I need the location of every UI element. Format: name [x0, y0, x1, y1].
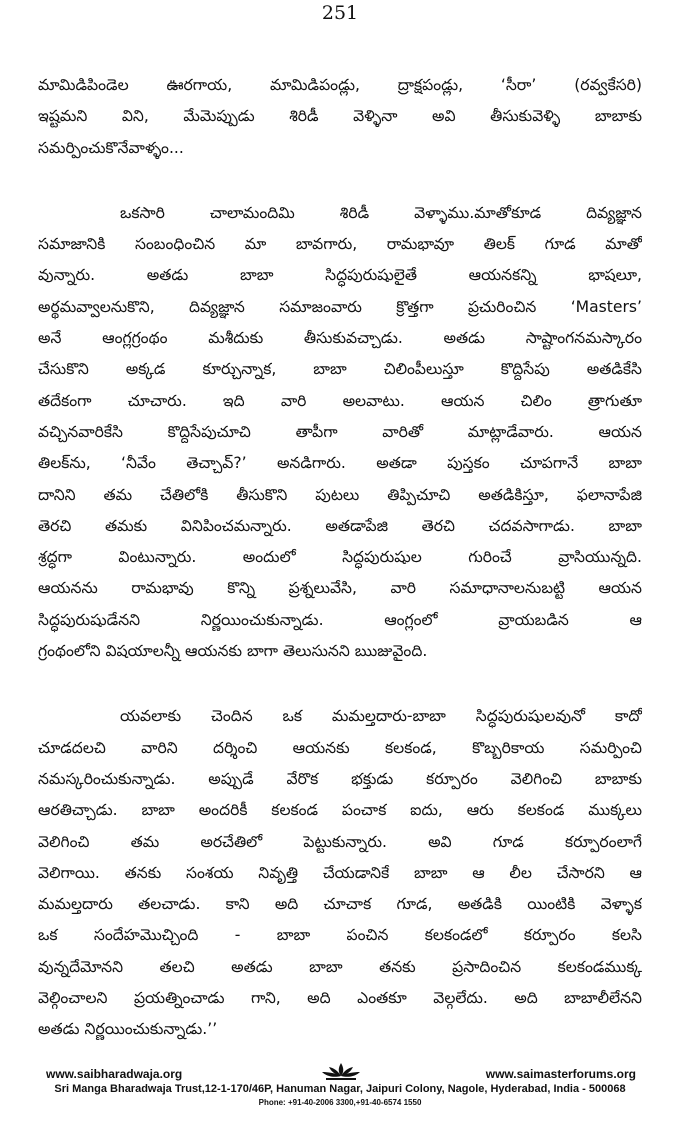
website-link-right[interactable]: www.saimasterforums.org — [485, 1067, 636, 1081]
text-line: ఇష్టమని విని, మేమెప్పుడు శిరిడీ వెళ్ళినా అవి తీసుకువెళ్ళి బాబాకు — [38, 107, 642, 126]
text-line: దానిని తమ చేతిలోకి తీసుకొని పుటలు తిప్పిచూచి అతడికిస్తూ, ఫలానాపేజి — [38, 485, 642, 504]
text-line: అనే ఆంగ్లగ్రంథం మశీదుకు తీసుకువచ్చాడు. అతడు సాష్టాంగనమస్కారం — [38, 329, 642, 348]
text-line: వెలిగాయి. తనకు సంశయ నివృత్తి చేయడానికే బాబా ఆ లీల చేసారని ఆ — [38, 863, 642, 882]
text-line: ఒకసారి చాలామందిమి శిరిడీ వెళ్ళాము.మాతోకూడ దివ్యజ్ఞాన — [120, 203, 642, 222]
page-number: 251 — [321, 2, 359, 24]
text-line: తెరచి తమకు వినిపించమన్నారు. అతడాపేజి తెరచి చదవసాగాడు. బాబా — [38, 516, 642, 535]
text-line: యవలాకు చెందిన ఒక మమల్తదారు-బాబా సిద్ధపురుషులవునో కాదో — [120, 707, 642, 726]
text-line: అతడు నిర్ణయించుకున్నాడు.’’ — [38, 1020, 218, 1039]
text-line: తదేకంగా చూచారు. ఇది వారి అలవాటు. ఆయన చిలిం త్రాగుతూ — [38, 391, 642, 410]
paragraph-3 — [38, 701, 642, 1045]
text-line: ఆరతిచ్చాడు. బాబా అందరికీ కలకండ పంచాక ఐదు, ఆరు కలకండ ముక్కలు — [38, 801, 642, 820]
text-line: అర్థమవ్వాలనుకొని, దివ్యజ్ఞాన సమాజంవారు క్రొత్తగా ప్రచురించిన ‘Masters’ — [38, 297, 642, 316]
text-line: తిలక్‌ను, ‘నీవేం తెచ్చావ్?’ అనడిగారు. అతడా పుస్తకం చూపగానే బాబా — [38, 454, 642, 473]
footer-address: Sri Manga Bharadwaja Trust,12-1-170/46P, Hanuman Nagar, Jaipuri Colony, Nagole, Hyderabad, India - 500068 — [54, 1083, 626, 1095]
text-line: వెల్గించాలని ప్రయత్నించాడు గాని, అది ఎంతకూ వెల్గలేదు. అది బాబాలీలేనని — [38, 989, 642, 1008]
text-line: గ్రంథంలోని విషయాలన్నీ ఆయనకు బాగా తెలుసునని ఋజువైంది. — [38, 642, 428, 661]
paragraph-2 — [38, 198, 642, 667]
text-line: మామిడిపిండెల ఊరగాయ, మామిడిపండ్లు, ద్రాక్షపండ్లు, ‘సీరా’ (రవ్వకేసరి) — [38, 76, 642, 94]
text-line: నమస్కరించుకున్నాడు. అప్పుడే వేరొక భక్తుడు కర్పూరం వెలిగించి బాబాకు — [38, 769, 642, 788]
text-line: చూడదలచి వారిని దర్శించి ఆయనకు కలకండ, కొబ్బరికాయ సమర్పించి — [38, 738, 642, 757]
text-line: శ్రద్ధగా వింటున్నారు. అందులో సిద్ధపురుషుల గురించే వ్రాసియున్నది. — [38, 548, 642, 567]
text-line: వెలిగించి తమ అరచేతిలో పెట్టుకున్నారు. అవి గూడ కర్పూరంలాగే — [38, 832, 642, 851]
text-line: ఆయనను రామభావు కొన్ని ప్రశ్నలువేసి, వారి సమాధానాలనుబట్టి ఆయన — [38, 579, 642, 598]
text-line: మమల్తదారు తలచాడు. కాని అది చూచాక గూడ, అతడికి యింటికి వెళ్ళాక — [38, 895, 642, 914]
website-link-left[interactable]: www.saibharadwaja.org — [46, 1067, 183, 1081]
page-body — [38, 70, 642, 1080]
text-line: వున్నారు. అతడు బాబా సిద్ధపురుషులైతే ఆయనకన్ని భాషలూ, — [38, 266, 642, 285]
text-line: వున్నదేమోనని తలచి అతడు బాబా తనకు ప్రసాదించిన కలకండముక్క — [38, 957, 642, 976]
text-line: ఒక సందేహమొచ్చింది - బాబా పంచిన కలకండలో కర్పూరం కలసి — [38, 926, 642, 945]
text-line: సమర్పించుకొనేవాళ్ళం... — [38, 138, 184, 157]
footer-phone: Phone: +91-40-2006 3300,+91-40-6574 1550 — [258, 1098, 422, 1107]
text-line: చేసుకొని అక్కడ కూర్చున్నాక, బాబా చిలింపీలుస్తూ కొద్దిసేపు అతడికేసి — [38, 360, 642, 379]
text-line: సిద్ధపురుషుడేనని నిర్ణయించుకున్నాడు. ఆంగ్లంలో వ్రాయబడిన ఆ — [38, 610, 642, 629]
text-line: సమాజానికి సంబంధించిన మా బావగారు, రామభావూ తిలక్ గూడ మాతో — [38, 235, 642, 254]
text-line: వచ్చినవారికేసి కొద్దిసేపుచూచి తాపీగా వారితో మాట్లాడేవారు. ఆయన — [38, 422, 642, 441]
footer-links — [46, 1067, 636, 1083]
paragraph-1 — [38, 70, 642, 164]
